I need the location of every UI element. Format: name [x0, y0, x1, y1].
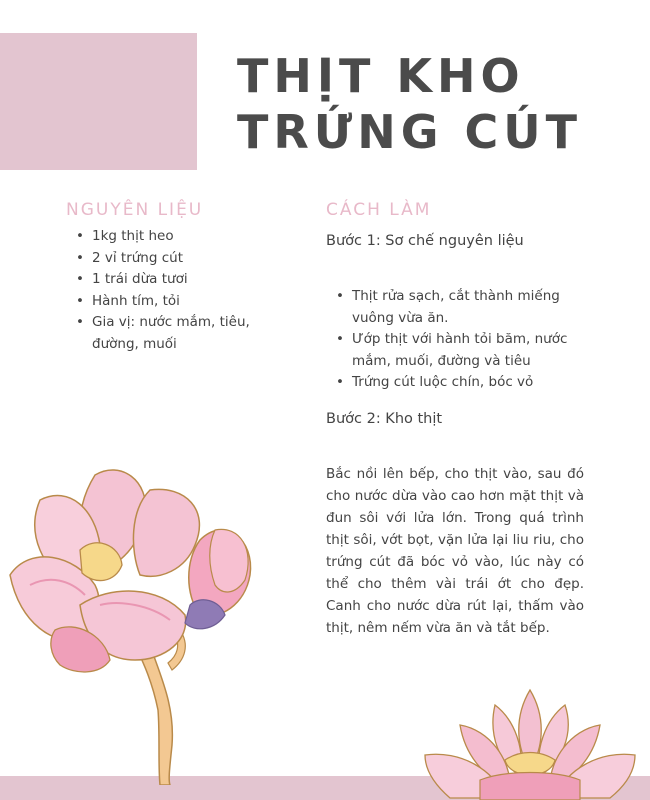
step1-list [336, 286, 596, 394]
step1-item: • Trứng cút luộc chín, bóc vỏ [336, 372, 596, 394]
ingredient-item: • 2 vỉ trứng cút [76, 248, 276, 270]
lotus-flower-illustration [410, 680, 650, 800]
recipe-title-line1: THỊT KHO [237, 49, 525, 103]
recipe-title [237, 48, 582, 160]
step1-title: Bước 1: Sơ chế nguyên liệu [326, 233, 524, 249]
decorative-pink-block-top [0, 33, 197, 170]
ingredient-item: • 1 trái dừa tươi [76, 269, 276, 291]
method-heading: CÁCH LÀM [326, 200, 432, 220]
step1-item: • Thịt rửa sạch, cắt thành miếng vuông vừa ăn. [336, 286, 596, 329]
ingredient-item: • Gia vị: nước mắm, tiêu, đường, muối [76, 312, 276, 355]
recipe-title-line2: TRỨNG CÚT [237, 105, 582, 159]
ingredients-list [76, 226, 276, 355]
magnolia-flower-illustration [0, 455, 270, 785]
ingredients-heading: NGUYÊN LIỆU [66, 200, 204, 220]
ingredient-item: • Hành tím, tỏi [76, 291, 276, 313]
step1-item: • Ướp thịt với hành tỏi băm, nước mắm, muối, đường và tiêu [336, 329, 596, 372]
step2-title: Bước 2: Kho thịt [326, 411, 443, 427]
ingredient-item: • 1kg thịt heo [76, 226, 276, 248]
step2-text: Bắc nồi lên bếp, cho thịt vào, sau đó cho nước dừa vào cao hơn mặt thịt và đun sôi với lửa lớn. Trong quá trình thịt sôi, vớt bọt, vặn lửa lại liu riu, cho trứng cút đã bóc vỏ vào, lúc này có thể cho thêm vài trái ớt cho đẹp. Canh cho nước dừa rút lại, thấm vào thịt, nêm nếm vừa ăn và tắt bếp. [326, 466, 584, 636]
